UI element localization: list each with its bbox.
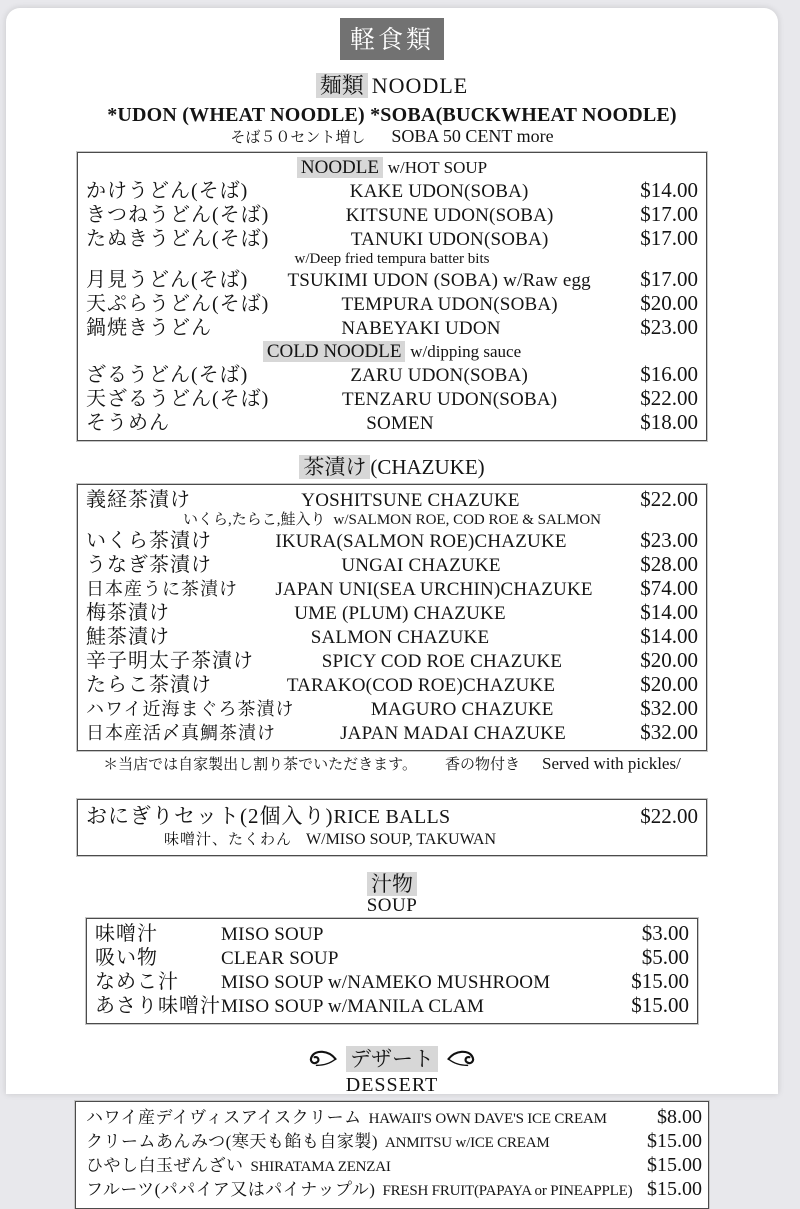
riceballs-note-en: W/MISO SOUP, TAKUWAN [306,831,497,848]
item-name-en: KITSUNE UDON(SOBA) [345,205,554,226]
item-name-jp: 日本産活〆真鯛茶漬け [86,723,276,743]
noodle-subtitle: *UDON (WHEAT NOODLE) *SOBA(BUCKWHEAT NOODLE) [107,104,677,126]
dessert-heading-en: DESSERT [345,1074,439,1096]
chazuke-footnote [72,754,712,775]
menu-item [86,1106,702,1130]
item-name-jp: 梅茶漬け [86,602,170,624]
item-name-jp: 義経茶漬け [86,489,191,511]
menu-item [95,946,689,970]
item-price: $5.00 [641,945,689,969]
item-name-jp: きつねうどん(そば) [86,204,270,226]
item-name-jp: いくら茶漬け [86,530,212,552]
item-name-jp: うなぎ茶漬け [86,554,212,576]
item-name-jp: 味噌汁 [95,923,158,945]
item-name-en: MISO SOUP [221,924,324,945]
menu-item [86,488,698,512]
soba-surcharge-note-jp: そば５０セント増し [230,130,366,146]
dessert-box [75,1101,709,1209]
yoshitsune-note-jp: いくら,たらこ,鮭入り [182,512,326,528]
menu-item [95,994,689,1018]
item-name-en: RICE BALLS [333,806,451,828]
item-name-en: KAKE UDON(SOBA) [349,181,529,202]
menu-item [86,1130,702,1154]
item-price: $20.00 [640,672,698,696]
item-name-en: MISO SOUP w/NAMEKO MUSHROOM [221,972,551,993]
chazuke-heading-en: (CHAZUKE) [370,455,485,479]
riceballs-box [77,799,707,856]
item-price: $74.00 [640,576,698,600]
menu-item [86,1154,702,1178]
menu-item [86,649,698,673]
item-name-en: ZARU UDON(SOBA) [350,365,529,386]
item-price: $22.00 [640,804,698,828]
menu-item [86,1178,702,1202]
menu-item [86,803,698,830]
item-price: $15.00 [647,1178,702,1200]
item-price: $22.00 [640,487,698,511]
menu-item [86,316,698,340]
flourish-left-icon [304,1049,338,1069]
tanuki-note: w/Deep fried tempura batter bits [294,251,490,267]
item-price: $16.00 [640,362,698,386]
soup-section-heading [6,872,778,896]
noodle-heading-jp: 麺類 [316,73,368,98]
item-name-jp: フルーツ(パパイア又はパイナップル) [86,1180,376,1199]
chazuke-section-heading [6,454,778,480]
item-name-en: UNGAI CHAZUKE [341,555,501,576]
hot-noodle-subheader [86,156,698,179]
item-price: $17.00 [640,226,698,250]
item-name-jp: クリームあんみつ(寒天も餡も自家製) [86,1132,378,1151]
item-name-jp: なめこ汁 [95,971,179,993]
item-price: $15.00 [647,1130,702,1152]
item-price: $15.00 [631,969,689,993]
item-name-jp: かけうどん(そば) [86,180,249,202]
item-price: $15.00 [631,993,689,1017]
item-name-en: JAPAN MADAI CHAZUKE [340,723,566,744]
item-price: $14.00 [640,624,698,648]
menu-item [86,179,698,203]
menu-item [86,268,698,292]
noodle-section-heading [6,73,778,99]
item-price: $20.00 [640,291,698,315]
noodle-box [77,152,707,441]
item-name-en: YOSHITSUNE CHAZUKE [301,490,520,511]
item-price: $14.00 [640,600,698,624]
item-name-en: SALMON CHAZUKE [310,627,490,648]
item-name-en: NABEYAKI UDON [341,318,501,339]
item-name-en: JAPAN UNI(SEA URCHIN)CHAZUKE [275,579,593,600]
item-name-en: IKURA(SALMON ROE)CHAZUKE [275,531,567,552]
item-price: $22.00 [640,386,698,410]
item-name-en: SHIRATAMA ZENZAI [250,1159,391,1175]
item-name-en: CLEAR SOUP [221,948,339,969]
item-name-en: HAWAII'S OWN DAVE'S ICE CREAM [368,1111,607,1127]
menu-item [86,577,698,601]
menu-item [86,673,698,697]
menu-page [6,8,778,1200]
item-name-jp: ハワイ近海まぐろ茶漬け [86,699,295,719]
cold-noodle-subheader-rest: w/dipping sauce [410,342,522,361]
dessert-heading-jp: デザート [346,1046,438,1072]
item-name-en: SPICY COD ROE CHAZUKE [321,651,563,672]
menu-item [86,697,698,721]
item-price: $32.00 [640,696,698,720]
item-name-en: TARAKO(COD ROE)CHAZUKE [286,675,556,696]
yoshitsune-note-en: w/SALMON ROE, COD ROE & SALMON [333,512,602,528]
item-price: $14.00 [640,178,698,202]
chazuke-footnote-jp: ＊当店では自家製出し割り茶でいただきます。 [103,757,417,773]
chazuke-footnote-mid: 香の物付き [444,757,520,773]
item-name-en: ANMITSU w/ICE CREAM [384,1135,550,1151]
item-name-en: MISO SOUP w/MANILA CLAM [221,996,485,1017]
soup-box [86,918,698,1024]
item-name-jp: たぬきうどん(そば) [86,228,270,250]
menu-item [95,922,689,946]
menu-title: 軽食類 [340,18,444,60]
soba-surcharge-note-en: SOBA 50 CENT more [391,126,554,146]
item-price: $23.00 [640,528,698,552]
menu-item [86,387,698,411]
item-name-en: TSUKIMI UDON (SOBA) w/Raw egg [287,270,591,291]
hot-noodle-subheader-rest: w/HOT SOUP [387,158,488,177]
menu-item [86,625,698,649]
menu-title-row [6,8,778,60]
flourish-right-icon [446,1049,480,1069]
yoshitsune-note [86,512,698,529]
item-price: $28.00 [640,552,698,576]
item-price: $20.00 [640,648,698,672]
chazuke-footnote-en: Served with pickles/ [542,754,681,773]
menu-item [86,601,698,625]
item-name-jp: 日本産うに茶漬け [86,579,238,599]
item-name-jp: 鍋焼きうどん [86,317,212,339]
item-name-en: FRESH FRUIT(PAPAYA or PINEAPPLE) [382,1183,633,1199]
item-name-jp: ひやし白玉ぜんざい [86,1156,244,1175]
item-name-jp: 辛子明太子茶漬け [86,650,254,672]
item-name-jp: ハワイ産デイヴィスアイスクリーム [86,1108,362,1127]
item-name-en: MAGURO CHAZUKE [370,699,554,720]
soup-heading-jp: 汁物 [367,872,417,896]
item-name-jp: 月見うどん(そば) [86,269,249,291]
menu-item [86,363,698,387]
item-name-jp: そうめん [86,412,170,434]
item-price: $17.00 [640,202,698,226]
item-name-jp: 鮭茶漬け [86,626,170,648]
cold-noodle-subheader [86,340,698,363]
menu-item [86,721,698,745]
menu-item [86,411,698,435]
item-name-jp: おにぎりセット(2個入り) [86,804,334,828]
item-price: $3.00 [641,921,689,945]
item-name-jp: 天ぷらうどん(そば) [86,293,270,315]
item-price: $15.00 [647,1154,702,1176]
menu-item [86,529,698,553]
soup-heading-en: SOUP [366,895,418,916]
item-name-en: TENZARU UDON(SOBA) [342,389,558,410]
noodle-heading-en: NOODLE [371,73,469,98]
chazuke-heading-jp: 茶漬け [299,455,370,479]
riceballs-note-jp: 味噌汁、たくわん [164,832,293,848]
menu-item [95,970,689,994]
item-price: $17.00 [640,267,698,291]
item-name-jp: 吸い物 [95,947,158,969]
item-name-en: SOMEN [366,413,434,434]
soba-surcharge-note [6,127,778,148]
menu-item [86,227,698,251]
hot-noodle-subheader-hl: NOODLE [297,157,383,178]
cold-noodle-subheader-hl: COLD NOODLE [263,341,406,362]
dessert-section-heading [6,1046,778,1072]
item-name-en: UME (PLUM) CHAZUKE [294,603,506,624]
item-price: $32.00 [640,720,698,744]
item-name-en: TEMPURA UDON(SOBA) [341,294,558,315]
item-name-jp: 天ざるうどん(そば) [86,388,270,410]
menu-item [86,292,698,316]
menu-item [86,203,698,227]
item-price: $18.00 [640,410,698,434]
chazuke-box [77,484,707,751]
menu-item [86,553,698,577]
item-price: $23.00 [640,315,698,339]
item-name-jp: あさり味噌汁 [95,995,221,1017]
item-name-jp: たらこ茶漬け [86,674,212,696]
riceballs-note [86,830,698,850]
item-price: $8.00 [657,1106,702,1128]
item-name-jp: ざるうどん(そば) [86,364,249,386]
item-name-en: TANUKI UDON(SOBA) [350,229,549,250]
